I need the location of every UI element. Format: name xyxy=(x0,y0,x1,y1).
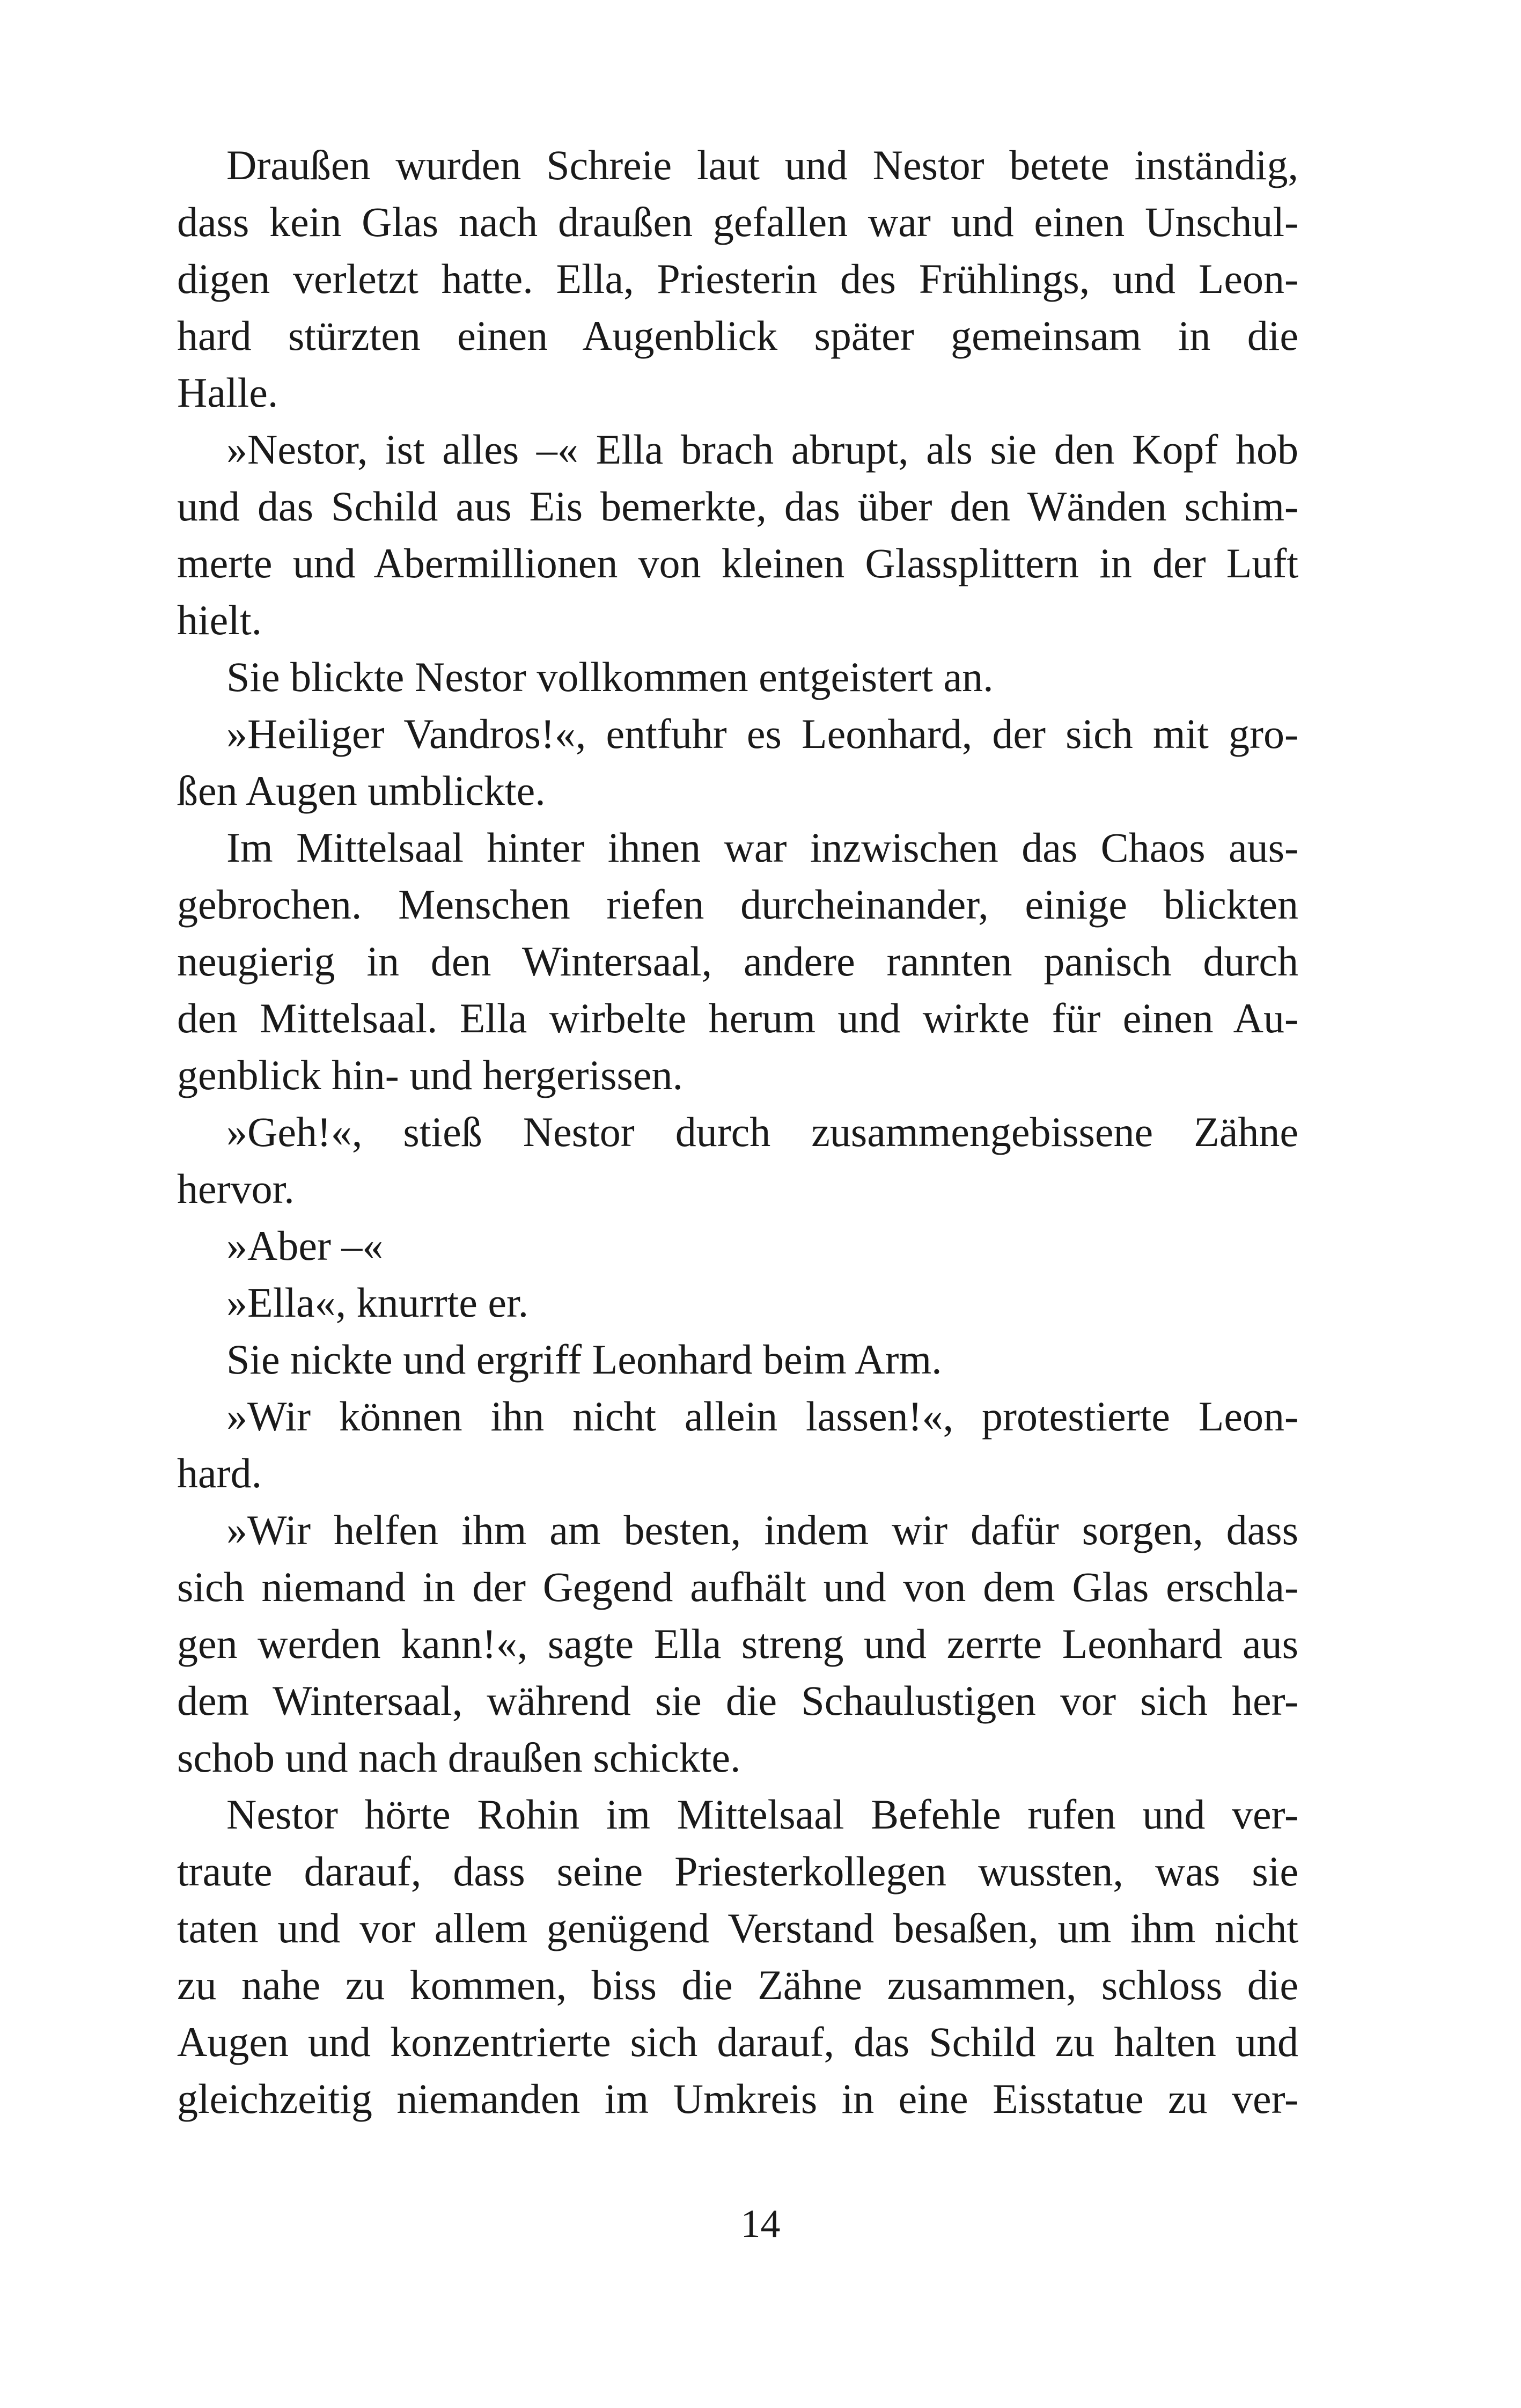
text-line: »Wir helfen ihm am besten, indem wir dafür sorgen, dass xyxy=(226,1507,1298,1553)
text-line: »Wir können ihn nicht allein lassen!«, protestierte Leon- xyxy=(226,1393,1298,1440)
text-line: gen werden kann!«, sagte Ella streng und zerrte Leonhard aus xyxy=(177,1620,1298,1667)
text-line: Nestor hörte Rohin im Mittelsaal Befehle rufen und ver- xyxy=(226,1791,1298,1838)
text-line: hielt. xyxy=(177,597,262,643)
text-line: »Nestor, ist alles –« Ella brach abrupt, als sie den Kopf hob xyxy=(226,426,1298,473)
text-line: »Ella«, knurrte er. xyxy=(226,1279,529,1326)
text-line: Sie blickte Nestor vollkommen entgeistert an. xyxy=(226,654,994,700)
page-number: 14 xyxy=(740,2202,781,2246)
text-line: gebrochen. Menschen riefen durcheinander, einige blickten xyxy=(177,881,1298,928)
text-line: genblick hin- und hergerissen. xyxy=(177,1052,684,1098)
text-line: Draußen wurden Schreie laut und Nestor betete inständig, xyxy=(226,142,1298,188)
text-line: hervor. xyxy=(177,1165,295,1212)
text-line: dass kein Glas nach draußen gefallen war und einen Unschul- xyxy=(177,199,1298,245)
text-line: den Mittelsaal. Ella wirbelte herum und wirkte für einen Au- xyxy=(177,995,1298,1041)
text-line: neugierig in den Wintersaal, andere rannten panisch durch xyxy=(177,938,1298,985)
text-line: hard stürzten einen Augenblick später gemeinsam in die xyxy=(177,312,1298,359)
text-line: »Geh!«, stieß Nestor durch zusammengebissene Zähne xyxy=(226,1108,1298,1155)
text-line: »Aber –« xyxy=(226,1222,384,1269)
text-line: merte und Abermillionen von kleinen Glassplittern in der Luft xyxy=(177,540,1298,586)
text-line: »Heiliger Vandros!«, entfuhr es Leonhard, der sich mit gro- xyxy=(226,710,1298,757)
text-line: Halle. xyxy=(177,369,278,416)
text-line: dem Wintersaal, während sie die Schaulustigen vor sich her- xyxy=(177,1677,1298,1724)
text-line: ßen Augen umblickte. xyxy=(177,767,546,814)
text-line: gleichzeitig niemanden im Umkreis in eine Eisstatue zu ver- xyxy=(177,2075,1298,2122)
text-line: schob und nach draußen schickte. xyxy=(177,1734,741,1781)
text-line: und das Schild aus Eis bemerkte, das über den Wänden schim- xyxy=(177,483,1298,530)
text-line: traute darauf, dass seine Priesterkollegen wussten, was sie xyxy=(177,1848,1298,1895)
text-line: hard. xyxy=(177,1450,262,1496)
text-line: zu nahe zu kommen, biss die Zähne zusammen, schloss die xyxy=(177,1962,1298,2008)
text-line: Sie nickte und ergriff Leonhard beim Arm. xyxy=(226,1336,942,1383)
text-line: digen verletzt hatte. Ella, Priesterin des Frühlings, und Leon- xyxy=(177,255,1298,302)
text-line: sich niemand in der Gegend aufhält und von dem Glas erschla- xyxy=(177,1563,1298,1610)
text-line: Augen und konzentrierte sich darauf, das Schild zu halten und xyxy=(177,2018,1298,2065)
text-line: Im Mittelsaal hinter ihnen war inzwischen das Chaos aus- xyxy=(226,824,1298,871)
body-text xyxy=(177,137,1298,2127)
text-line: taten und vor allem genügend Verstand besaßen, um ihm nicht xyxy=(177,1905,1298,1951)
